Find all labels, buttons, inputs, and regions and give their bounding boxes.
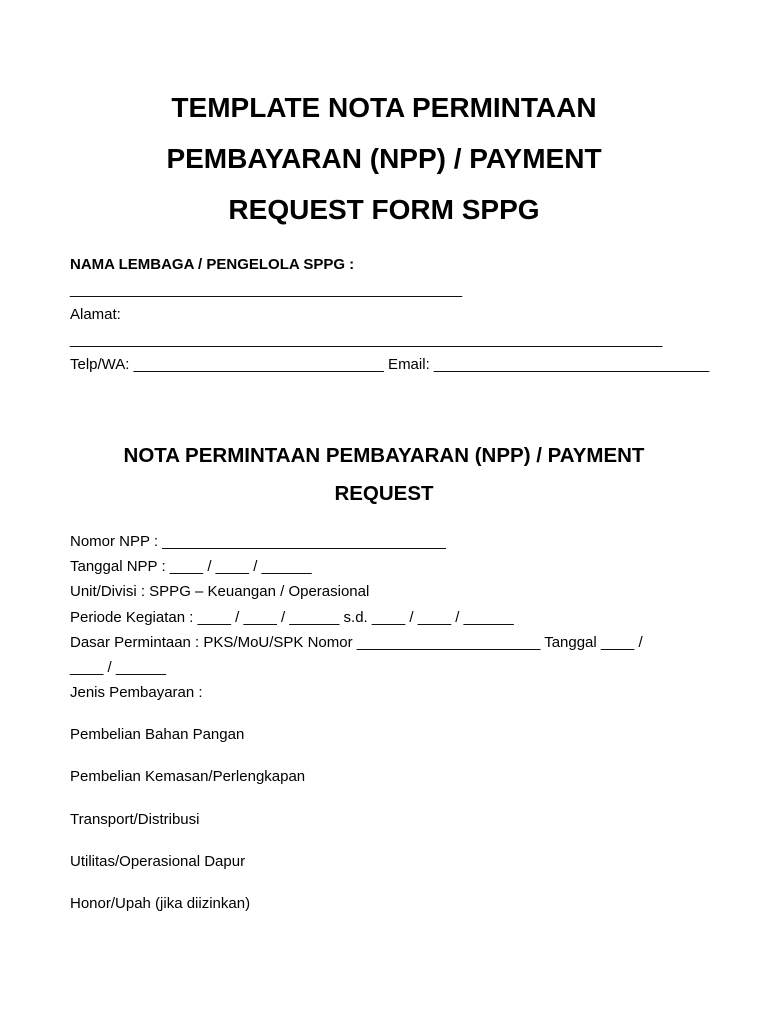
unit-divisi-field: Unit/Divisi : SPPG – Keuangan / Operasional <box>70 583 370 600</box>
dasar-permintaan-continued: ____ / ______ <box>70 659 166 676</box>
section-title-line-2: REQUEST <box>334 482 434 505</box>
payment-type-item: Pembelian Kemasan/Perlengkapan <box>70 768 306 785</box>
payment-type-item: Transport/Distribusi <box>70 811 200 828</box>
phone-email-line: Telp/WA: ______________________________ Email: _________________________________ <box>70 356 710 373</box>
payment-type-item: Honor/Upah (jika diizinkan) <box>70 895 251 912</box>
nomor-npp-field: Nomor NPP : __________________________________ <box>70 533 446 550</box>
document-title <box>0 82 768 235</box>
title-line-3: REQUEST FORM SPPG <box>228 194 540 225</box>
dasar-permintaan-field: Dasar Permintaan : PKS/MoU/SPK Nomor ______________________ Tanggal ____ / <box>70 634 643 651</box>
payment-type-item: Pembelian Bahan Pangan <box>70 726 245 743</box>
title-line-2: PEMBAYARAN (NPP) / PAYMENT <box>166 143 602 174</box>
jenis-pembayaran-label: Jenis Pembayaran : <box>70 684 203 701</box>
payment-type-item: Utilitas/Operasional Dapur <box>70 853 246 870</box>
address-label: Alamat: <box>70 306 121 323</box>
section-title <box>0 437 768 513</box>
title-line-1: TEMPLATE NOTA PERMINTAAN <box>171 92 597 123</box>
tanggal-npp-field: Tanggal NPP : ____ / ____ / ______ <box>70 558 312 575</box>
section-title-line-1: NOTA PERMINTAAN PEMBAYARAN (NPP) / PAYMENT <box>123 444 645 467</box>
institution-blank: _______________________________________________ <box>70 281 463 298</box>
periode-kegiatan-field: Periode Kegiatan : ____ / ____ / ______ s.d. ____ / ____ / ______ <box>70 609 514 626</box>
address-blank: _______________________________________________________________________ <box>70 331 663 348</box>
institution-label: NAMA LEMBAGA / PENGELOLA SPPG : <box>70 256 355 273</box>
